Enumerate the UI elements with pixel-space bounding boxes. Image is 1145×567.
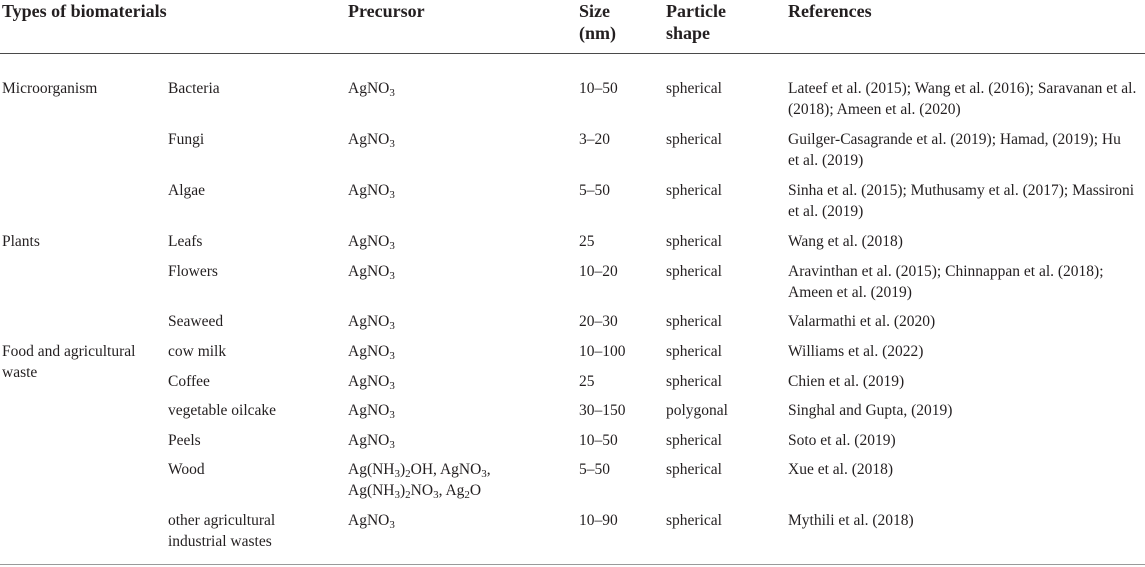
shape-cell: spherical — [666, 373, 722, 390]
material-cell: Algae — [168, 182, 206, 199]
material-cell: Peels — [168, 432, 201, 449]
header-divider — [0, 53, 1145, 54]
shape-cell: spherical — [666, 131, 722, 148]
shape-cell: spherical — [666, 432, 722, 449]
shape-cell: spherical — [666, 512, 722, 529]
table-bottom-rule — [0, 564, 1145, 565]
material-cell: Coffee — [168, 373, 210, 390]
size-cell: 10–20 — [579, 263, 618, 280]
size-cell: 10–50 — [579, 432, 618, 449]
reference-line: Chien et al. (2019) — [788, 373, 905, 390]
size-cell: 5–50 — [579, 461, 610, 478]
shape-cell: spherical — [666, 233, 722, 250]
reference-line: Mythili et al. (2018) — [788, 512, 914, 529]
size-cell: 30–150 — [579, 402, 626, 419]
shape-cell: spherical — [666, 343, 722, 360]
header-precursor: Precursor — [348, 1, 425, 21]
header-particle-shape-line1: Particle — [666, 1, 726, 21]
material-cell: Wood — [168, 461, 205, 478]
header-size-line2: (nm) — [579, 23, 616, 43]
precursor-cell: AgNO$_3$ — [348, 80, 395, 99]
reference-line: et al. (2019) — [788, 152, 864, 169]
category-food-line1: Food and agricultural — [2, 343, 136, 360]
material-cell: Bacteria — [168, 80, 220, 97]
reference-line: Lateef et al. (2015); Wang et al. (2016); Saravanan et al. — [788, 80, 1137, 97]
material-cell: other agricultural — [168, 512, 276, 529]
precursor-cell: AgNO$_3$ — [348, 402, 395, 421]
size-cell: 5–50 — [579, 182, 610, 199]
precursor-cell: AgNO$_3$ — [348, 182, 395, 201]
precursor-cell: AgNO$_3$ — [348, 373, 395, 392]
reference-line: Guilger-Casagrande et al. (2019); Hamad, (2019); Hu — [788, 131, 1121, 148]
reference-line: Wang et al. (2018) — [788, 233, 903, 250]
reference-line: Ameen et al. (2019) — [788, 284, 912, 301]
header-references: References — [788, 1, 872, 21]
header-types-of-biomaterials: Types of biomaterials — [2, 1, 167, 21]
reference-line: Singhal and Gupta, (2019) — [788, 402, 953, 419]
reference-line: Aravinthan et al. (2015); Chinnappan et al. (2018); — [788, 263, 1104, 280]
material-cell: industrial wastes — [168, 533, 272, 550]
reference-line: et al. (2019) — [788, 203, 864, 220]
precursor-cell: AgNO$_3$ — [348, 343, 395, 362]
reference-line: Soto et al. (2019) — [788, 432, 896, 449]
precursor-cell: AgNO$_3$ — [348, 233, 395, 252]
precursor-cell: AgNO$_3$ — [348, 263, 395, 282]
material-cell: Flowers — [168, 263, 218, 280]
precursor-cell: AgNO$_3$ — [348, 313, 395, 332]
material-cell: cow milk — [168, 343, 227, 360]
shape-cell: spherical — [666, 461, 722, 478]
precursor-cell: AgNO$_3$ — [348, 432, 395, 451]
reference-line: (2018); Ameen et al. (2020) — [788, 101, 961, 118]
category-food-line2: waste — [2, 364, 38, 381]
precursor-cell-wood-line2: $Ag(NH_3)_2NO_3$, $Ag_2O$ — [348, 482, 482, 501]
shape-cell: spherical — [666, 313, 722, 330]
category-plants: Plants — [2, 233, 40, 250]
shape-cell: spherical — [666, 263, 722, 280]
header-particle-shape-line2: shape — [666, 23, 711, 43]
material-cell: Leafs — [168, 233, 203, 250]
size-cell: 25 — [579, 373, 595, 390]
shape-cell: spherical — [666, 80, 722, 97]
precursor-cell: AgNO$_3$ — [348, 131, 395, 150]
size-cell: 20–30 — [579, 313, 618, 330]
header-size-line1: Size — [579, 1, 610, 21]
material-cell: Seaweed — [168, 313, 224, 330]
size-cell: 10–100 — [579, 343, 626, 360]
reference-line: Valarmathi et al. (2020) — [788, 313, 936, 330]
reference-line: Sinha et al. (2015); Muthusamy et al. (2017); Massironi — [788, 182, 1135, 199]
size-cell: 25 — [579, 233, 595, 250]
size-cell: 10–90 — [579, 512, 618, 529]
shape-cell: spherical — [666, 182, 722, 199]
reference-line: Williams et al. (2022) — [788, 343, 924, 360]
material-cell: Fungi — [168, 131, 205, 148]
category-microorganism: Microorganism — [2, 80, 98, 97]
reference-line: Xue et al. (2018) — [788, 461, 894, 478]
shape-cell: polygonal — [666, 402, 728, 419]
precursor-cell: AgNO$_3$ — [348, 512, 395, 531]
size-cell: 10–50 — [579, 80, 618, 97]
size-cell: 3–20 — [579, 131, 610, 148]
material-cell: vegetable oilcake — [168, 402, 277, 419]
precursor-cell-wood-line1: $Ag(NH_3)_2OH$, AgNO$_3$, — [348, 461, 491, 480]
